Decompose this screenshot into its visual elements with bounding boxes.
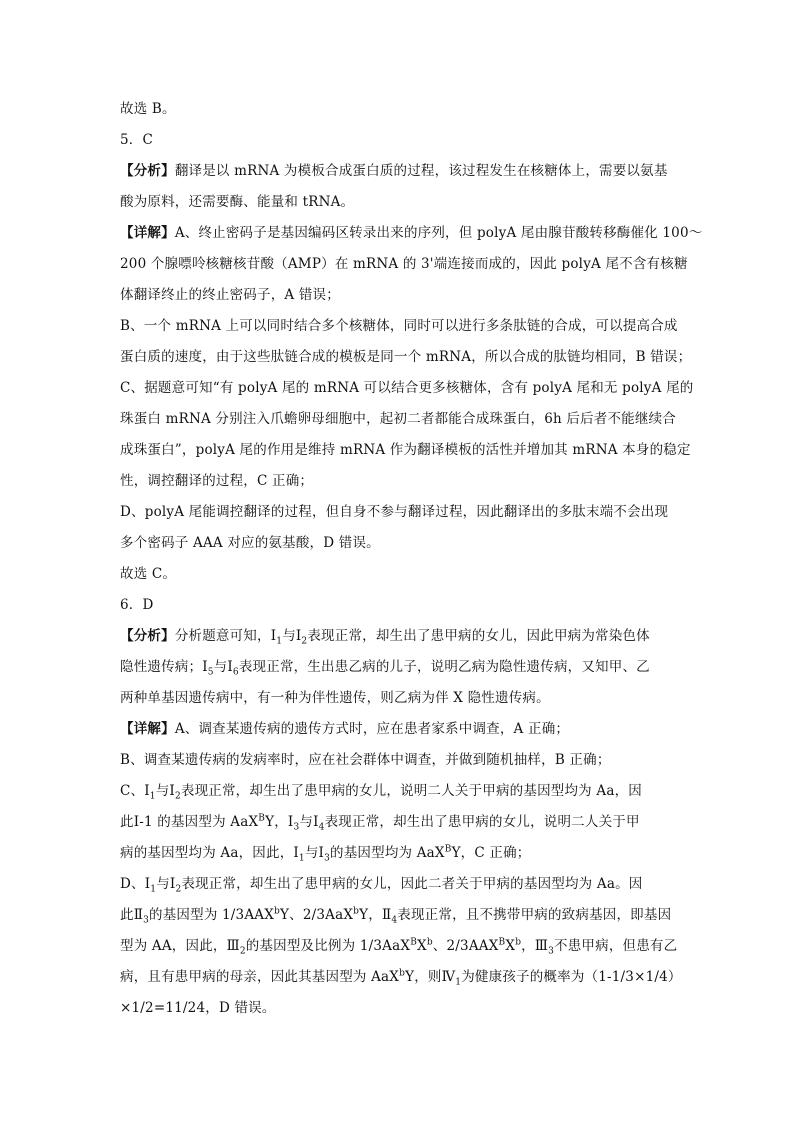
subscript: 4 bbox=[318, 822, 325, 833]
text-line bbox=[120, 745, 690, 776]
text-line bbox=[120, 869, 690, 900]
subscript: 2 bbox=[239, 946, 246, 957]
text-line bbox=[120, 776, 690, 807]
text-line bbox=[120, 280, 690, 311]
text-run: 的基因型及比例为 1/3AaX bbox=[245, 938, 411, 954]
superscript: b bbox=[399, 968, 406, 979]
text-run: 故选 B。 bbox=[120, 101, 176, 117]
section-tag: 【详解】 bbox=[120, 225, 175, 241]
text-run: 成珠蛋白”，polyA 尾的作用是维持 mRNA 作为翻译模板的活性并增加其 mRNA 本身的稳定 bbox=[120, 442, 691, 458]
text-run: 的基因型均为 AaX bbox=[330, 845, 445, 861]
text-run: 酸为原料，还需要酶、能量和 tRNA。 bbox=[120, 194, 355, 210]
superscript: B bbox=[258, 813, 266, 824]
text-run: B、调查某遗传病的发病率时，应在社会群体中调查，并做到随机抽样，B 正确； bbox=[120, 752, 611, 768]
text-line bbox=[120, 342, 690, 373]
text-line bbox=[120, 94, 690, 125]
text-line bbox=[120, 621, 690, 652]
text-run: 表现正常，却生出了患甲病的女儿，说明二人关于甲 bbox=[324, 814, 640, 830]
text-run: A、终止密码子是基因编码区转录出来的序列，但 polyA 尾由腺苷酸转移酶催化 100～ bbox=[174, 225, 703, 241]
text-run: D、Ⅰ bbox=[120, 876, 151, 892]
text-run: Y，Ⅱ bbox=[359, 907, 392, 923]
text-run: 多个密码子 AAA 对应的氨基酸，D 错误。 bbox=[120, 535, 380, 551]
text-run: 表现正常，生出患乙病的儿子，说明乙病为隐性遗传病，又知甲、乙 bbox=[238, 659, 650, 675]
subscript: 3 bbox=[143, 915, 150, 926]
text-line bbox=[120, 807, 690, 838]
text-run: 两种单基因遗传病中，有一种为伴性遗传，则乙病为伴 X 隐性遗传病。 bbox=[120, 690, 550, 706]
text-run: 表现正常，却生出了患甲病的女儿，因此甲病为常染色体 bbox=[307, 628, 650, 644]
text-run: B、一个 mRNA 上可以同时结合多个核糖体，同时可以进行多条肽链的合成，可以提高合成 bbox=[120, 318, 678, 334]
subscript: 1 bbox=[298, 853, 305, 864]
superscript: B bbox=[498, 937, 506, 948]
text-line bbox=[120, 652, 690, 683]
subscript: 2 bbox=[301, 636, 308, 647]
superscript: b bbox=[274, 906, 281, 917]
text-line bbox=[120, 311, 690, 342]
text-run: 分析题意可知，Ⅰ bbox=[174, 628, 277, 644]
section-tag: 【详解】 bbox=[120, 721, 175, 737]
subscript: 1 bbox=[150, 884, 157, 895]
text-run: ×1/2=11/24，D 错误。 bbox=[120, 1000, 276, 1016]
superscript: b bbox=[515, 937, 522, 948]
text-run: 与Ⅰ bbox=[156, 876, 176, 892]
text-run: 与Ⅰ bbox=[282, 628, 302, 644]
text-run: ，Ⅲ bbox=[521, 938, 549, 954]
text-line bbox=[120, 435, 690, 466]
subscript: 1 bbox=[276, 636, 283, 647]
text-run: 体翻译终止的终止密码子，A 错误； bbox=[120, 287, 340, 303]
text-line bbox=[120, 466, 690, 497]
text-run: 表现正常，且不携带甲病的致病基因，即基因 bbox=[397, 907, 672, 923]
text-line bbox=[120, 590, 690, 621]
text-run: 隐性遗传病；Ⅰ bbox=[120, 659, 208, 675]
text-line bbox=[120, 249, 690, 280]
text-run: X bbox=[505, 938, 516, 954]
text-line bbox=[120, 497, 690, 528]
subscript: 1 bbox=[149, 791, 156, 802]
text-line bbox=[120, 404, 690, 435]
text-run: 表现正常，却生出了患甲病的女儿，因此二者关于甲病的基因型均为 Aa。因 bbox=[181, 876, 643, 892]
text-run: Y，Ⅰ bbox=[265, 814, 294, 830]
text-run: 为健康孩子的概率为（1-1/3×1/4） bbox=[461, 969, 682, 985]
subscript: 4 bbox=[391, 915, 398, 926]
text-line bbox=[120, 993, 690, 1024]
text-run: Y、2/3AaX bbox=[280, 907, 354, 923]
text-run: C、据题意可知“有 polyA 尾的 mRNA 可以结合更多核糖体，含有 polyA 尾和无 polyA 尾的 bbox=[120, 380, 694, 396]
text-run: 此Ⅰ-1 的基因型为 AaX bbox=[120, 814, 259, 830]
text-run: 病，且有患甲病的母亲，因此其基因型为 AaX bbox=[120, 969, 400, 985]
text-run: 型为 AA，因此，Ⅲ bbox=[120, 938, 240, 954]
text-run: 表现正常，却生出了患甲病的女儿，说明二人关于甲病的基因型均为 Aa，因 bbox=[180, 783, 642, 799]
subscript: 3 bbox=[293, 822, 300, 833]
text-run: 、2/3AAX bbox=[432, 938, 499, 954]
text-run: 病的基因型均为 Aa，因此，Ⅰ bbox=[120, 845, 299, 861]
text-run: 与Ⅰ bbox=[155, 783, 175, 799]
text-run: 200 个腺嘌呤核糖核苷酸（AMP）在 mRNA 的 3'端连接而成的，因此 polyA 尾不含有核糖 bbox=[120, 256, 688, 272]
text-line bbox=[120, 714, 690, 745]
subscript: 6 bbox=[232, 667, 239, 678]
text-line bbox=[120, 528, 690, 559]
text-line bbox=[120, 373, 694, 404]
text-line bbox=[120, 187, 690, 218]
text-line bbox=[120, 838, 690, 869]
text-line bbox=[120, 962, 690, 993]
superscript: b bbox=[426, 937, 433, 948]
text-run: Y，C 正确； bbox=[451, 845, 531, 861]
superscript: b bbox=[353, 906, 360, 917]
section-tag: 【分析】 bbox=[120, 628, 175, 644]
subscript: 5 bbox=[207, 667, 214, 678]
text-run: Y，则Ⅳ bbox=[405, 969, 456, 985]
text-line bbox=[120, 683, 690, 714]
text-run: 6．D bbox=[120, 597, 154, 613]
text-line bbox=[120, 900, 690, 931]
section-tag: 【分析】 bbox=[120, 163, 175, 179]
text-run: 此Ⅱ bbox=[120, 907, 144, 923]
text-run: 与Ⅰ bbox=[304, 845, 325, 861]
text-run: 不患甲病，但患有乙 bbox=[554, 938, 678, 954]
text-line bbox=[120, 156, 690, 187]
subscript: 1 bbox=[455, 977, 462, 988]
superscript: B bbox=[410, 937, 418, 948]
text-line bbox=[120, 218, 703, 249]
text-run: 的基因型为 1/3AAX bbox=[149, 907, 275, 923]
text-run: 珠蛋白 mRNA 分别注入爪蟾卵母细胞中，起初二者都能合成珠蛋白，6h 后后者不能继续合 bbox=[120, 411, 676, 427]
text-line bbox=[120, 125, 690, 156]
text-run: A、调查某遗传病的遗传方式时，应在患者家系中调查，A 正确； bbox=[174, 721, 570, 737]
text-line bbox=[120, 931, 690, 962]
text-run: 翻译是以 mRNA 为模板合成蛋白质的过程，该过程发生在核糖体上，需要以氨基 bbox=[174, 163, 668, 179]
text-run: 蛋白质的速度，由于这些肽链合成的模板是同一个 mRNA，所以合成的肽链均相同，B 错误； bbox=[120, 349, 692, 365]
subscript: 3 bbox=[324, 853, 331, 864]
text-run: C、Ⅰ bbox=[120, 783, 150, 799]
text-run: D、polyA 尾能调控翻译的过程，但自身不参与翻译过程，因此翻译出的多肽末端不会出现 bbox=[120, 504, 669, 520]
text-run: 5．C bbox=[120, 132, 154, 148]
text-run: 与Ⅰ bbox=[299, 814, 319, 830]
text-line bbox=[120, 559, 690, 590]
document-page bbox=[120, 94, 703, 1024]
text-run: X bbox=[417, 938, 427, 954]
superscript: B bbox=[444, 844, 452, 855]
subscript: 2 bbox=[174, 791, 181, 802]
text-run: 与Ⅰ bbox=[213, 659, 233, 675]
text-run: 性，调控翻译的过程，C 正确； bbox=[120, 473, 314, 489]
subscript: 3 bbox=[548, 946, 555, 957]
text-run: 故选 C。 bbox=[120, 566, 177, 582]
subscript: 2 bbox=[175, 884, 182, 895]
